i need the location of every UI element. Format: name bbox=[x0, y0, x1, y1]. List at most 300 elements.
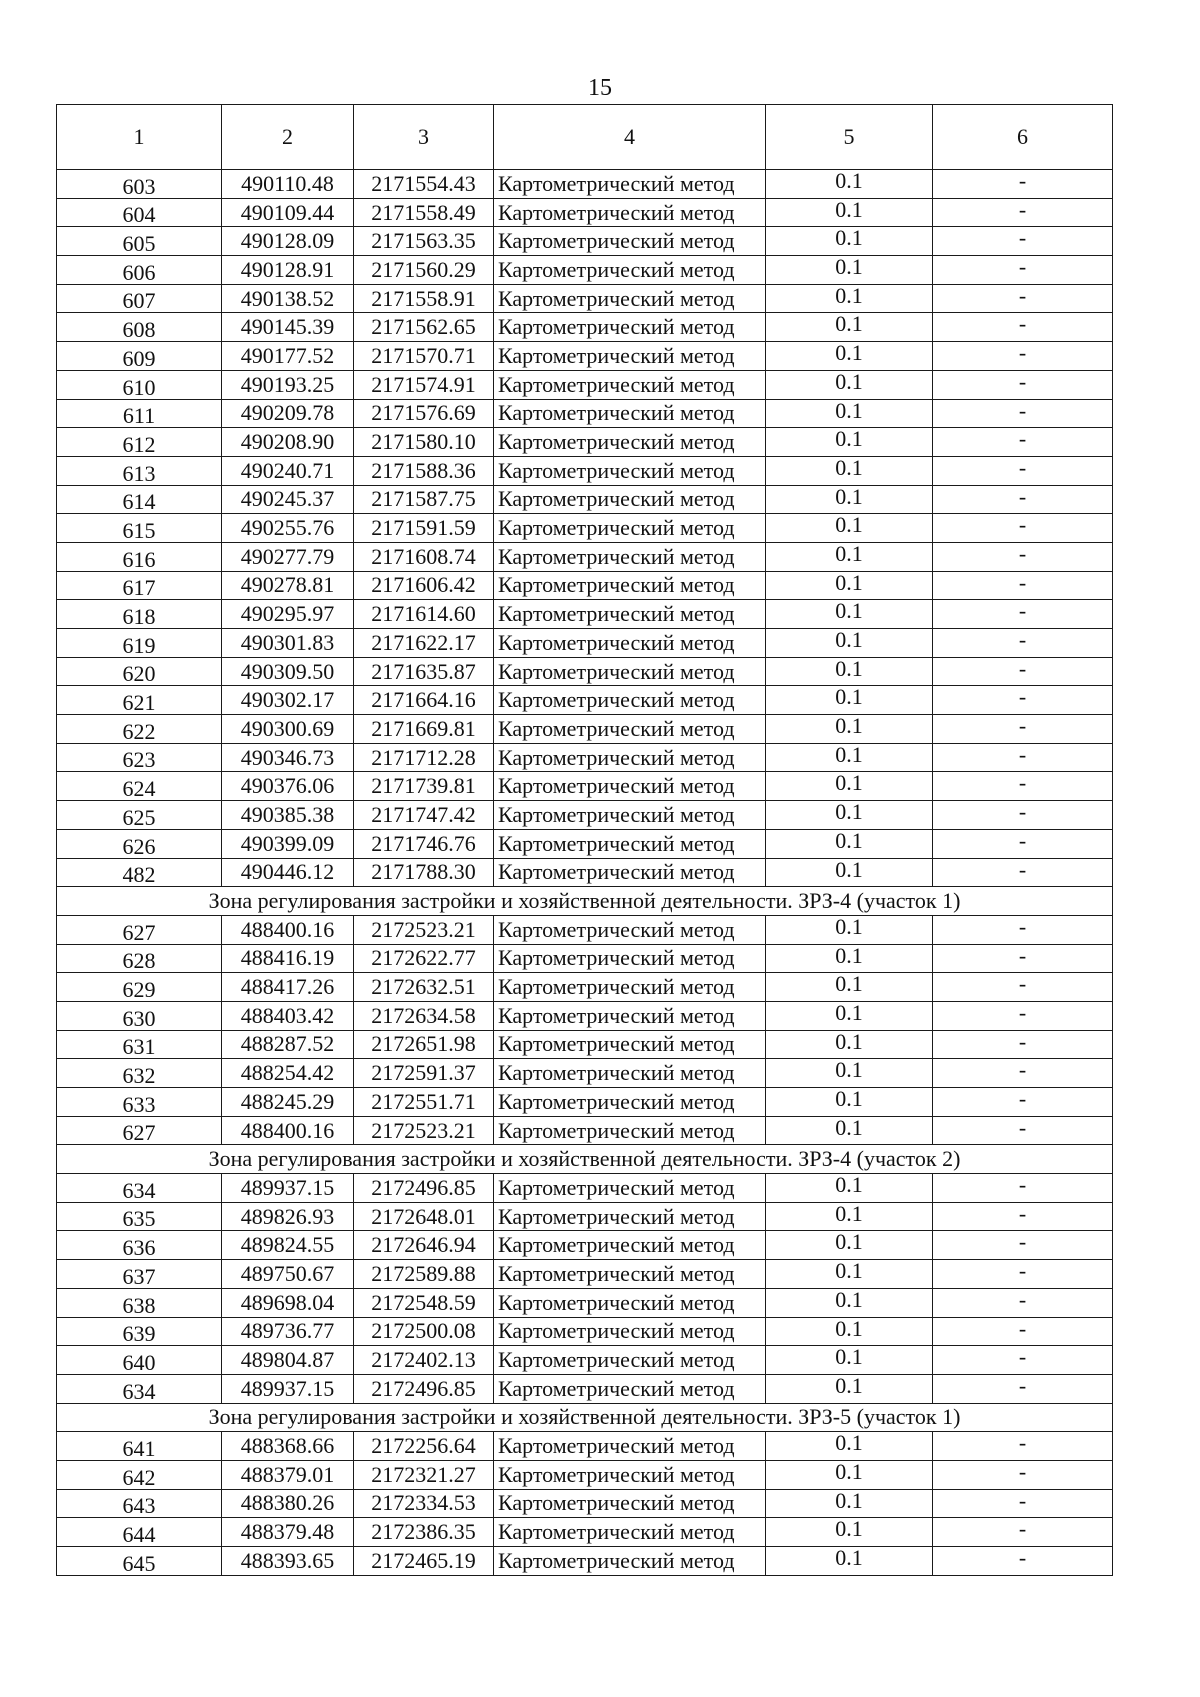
precision-cell: 0.1 bbox=[766, 1518, 933, 1547]
method-cell: Картометрический метод bbox=[494, 1460, 766, 1489]
y-coordinate-cell: 2171558.49 bbox=[354, 198, 494, 227]
precision-cell: 0.1 bbox=[766, 915, 933, 944]
point-number-cell: 609 bbox=[57, 342, 222, 371]
x-coordinate-cell: 489824.55 bbox=[222, 1231, 354, 1260]
x-coordinate-cell: 490128.91 bbox=[222, 256, 354, 285]
note-cell: - bbox=[933, 657, 1113, 686]
y-coordinate-cell: 2171562.65 bbox=[354, 313, 494, 342]
method-cell: Картометрический метод bbox=[494, 1518, 766, 1547]
method-cell: Картометрический метод bbox=[494, 1374, 766, 1403]
precision-cell: 0.1 bbox=[766, 1547, 933, 1576]
note-cell: - bbox=[933, 342, 1113, 371]
note-cell: - bbox=[933, 284, 1113, 313]
method-cell: Картометрический метод bbox=[494, 1432, 766, 1461]
table-row bbox=[57, 313, 1113, 342]
note-cell: - bbox=[933, 1288, 1113, 1317]
point-number-cell: 633 bbox=[57, 1088, 222, 1117]
table-row bbox=[57, 284, 1113, 313]
table-row bbox=[57, 686, 1113, 715]
method-cell: Картометрический метод bbox=[494, 973, 766, 1002]
point-number-cell: 631 bbox=[57, 1030, 222, 1059]
x-coordinate-cell: 490385.38 bbox=[222, 801, 354, 830]
method-cell: Картометрический метод bbox=[494, 1260, 766, 1289]
precision-cell: 0.1 bbox=[766, 772, 933, 801]
table-row bbox=[57, 973, 1113, 1002]
method-cell: Картометрический метод bbox=[494, 944, 766, 973]
point-number-cell: 612 bbox=[57, 428, 222, 457]
note-cell: - bbox=[933, 1547, 1113, 1576]
note-cell: - bbox=[933, 485, 1113, 514]
table-row bbox=[57, 170, 1113, 199]
point-number-cell: 627 bbox=[57, 1116, 222, 1145]
x-coordinate-cell: 490110.48 bbox=[222, 170, 354, 199]
precision-cell: 0.1 bbox=[766, 1231, 933, 1260]
y-coordinate-cell: 2171580.10 bbox=[354, 428, 494, 457]
zone-section-title: Зона регулирования застройки и хозяйственной деятельности. ЗРЗ-4 (участок 1) bbox=[57, 887, 1113, 916]
y-coordinate-cell: 2172500.08 bbox=[354, 1317, 494, 1346]
y-coordinate-cell: 2172465.19 bbox=[354, 1547, 494, 1576]
method-cell: Картометрический метод bbox=[494, 1317, 766, 1346]
y-coordinate-cell: 2171746.76 bbox=[354, 829, 494, 858]
x-coordinate-cell: 488400.16 bbox=[222, 915, 354, 944]
note-cell: - bbox=[933, 227, 1113, 256]
column-header: 3 bbox=[354, 105, 494, 170]
precision-cell: 0.1 bbox=[766, 858, 933, 887]
x-coordinate-cell: 490128.09 bbox=[222, 227, 354, 256]
column-header: 2 bbox=[222, 105, 354, 170]
point-number-cell: 617 bbox=[57, 571, 222, 600]
point-number-cell: 616 bbox=[57, 542, 222, 571]
table-row bbox=[57, 1260, 1113, 1289]
y-coordinate-cell: 2172523.21 bbox=[354, 915, 494, 944]
table-row bbox=[57, 514, 1113, 543]
method-cell: Картометрический метод bbox=[494, 915, 766, 944]
note-cell: - bbox=[933, 600, 1113, 629]
x-coordinate-cell: 490177.52 bbox=[222, 342, 354, 371]
zone-section-title: Зона регулирования застройки и хозяйственной деятельности. ЗРЗ-5 (участок 1) bbox=[57, 1403, 1113, 1432]
x-coordinate-cell: 489736.77 bbox=[222, 1317, 354, 1346]
point-number-cell: 636 bbox=[57, 1231, 222, 1260]
x-coordinate-cell: 490208.90 bbox=[222, 428, 354, 457]
precision-cell: 0.1 bbox=[766, 1116, 933, 1145]
point-number-cell: 625 bbox=[57, 801, 222, 830]
method-cell: Картометрический метод bbox=[494, 1489, 766, 1518]
point-number-cell: 614 bbox=[57, 485, 222, 514]
point-number-cell: 632 bbox=[57, 1059, 222, 1088]
x-coordinate-cell: 490278.81 bbox=[222, 571, 354, 600]
y-coordinate-cell: 2172523.21 bbox=[354, 1116, 494, 1145]
precision-cell: 0.1 bbox=[766, 428, 933, 457]
precision-cell: 0.1 bbox=[766, 801, 933, 830]
point-number-cell: 634 bbox=[57, 1374, 222, 1403]
y-coordinate-cell: 2172321.27 bbox=[354, 1460, 494, 1489]
method-cell: Картометрический метод bbox=[494, 743, 766, 772]
x-coordinate-cell: 490302.17 bbox=[222, 686, 354, 715]
point-number-cell: 605 bbox=[57, 227, 222, 256]
point-number-cell: 640 bbox=[57, 1346, 222, 1375]
point-number-cell: 642 bbox=[57, 1460, 222, 1489]
x-coordinate-cell: 490138.52 bbox=[222, 284, 354, 313]
y-coordinate-cell: 2171591.59 bbox=[354, 514, 494, 543]
point-number-cell: 622 bbox=[57, 715, 222, 744]
point-number-cell: 627 bbox=[57, 915, 222, 944]
x-coordinate-cell: 490277.79 bbox=[222, 542, 354, 571]
x-coordinate-cell: 488287.52 bbox=[222, 1030, 354, 1059]
y-coordinate-cell: 2171635.87 bbox=[354, 657, 494, 686]
note-cell: - bbox=[933, 542, 1113, 571]
note-cell: - bbox=[933, 772, 1113, 801]
column-header: 6 bbox=[933, 105, 1113, 170]
method-cell: Картометрический метод bbox=[494, 657, 766, 686]
x-coordinate-cell: 488245.29 bbox=[222, 1088, 354, 1117]
precision-cell: 0.1 bbox=[766, 1460, 933, 1489]
x-coordinate-cell: 488368.66 bbox=[222, 1432, 354, 1461]
precision-cell: 0.1 bbox=[766, 1288, 933, 1317]
y-coordinate-cell: 2172632.51 bbox=[354, 973, 494, 1002]
table-row bbox=[57, 227, 1113, 256]
point-number-cell: 603 bbox=[57, 170, 222, 199]
note-cell: - bbox=[933, 858, 1113, 887]
y-coordinate-cell: 2172402.13 bbox=[354, 1346, 494, 1375]
table-row bbox=[57, 456, 1113, 485]
table-row bbox=[57, 743, 1113, 772]
note-cell: - bbox=[933, 1374, 1113, 1403]
precision-cell: 0.1 bbox=[766, 1174, 933, 1203]
note-cell: - bbox=[933, 428, 1113, 457]
precision-cell: 0.1 bbox=[766, 399, 933, 428]
table-row bbox=[57, 1116, 1113, 1145]
note-cell: - bbox=[933, 256, 1113, 285]
x-coordinate-cell: 489804.87 bbox=[222, 1346, 354, 1375]
y-coordinate-cell: 2171606.42 bbox=[354, 571, 494, 600]
table-row bbox=[57, 1288, 1113, 1317]
note-cell: - bbox=[933, 944, 1113, 973]
method-cell: Картометрический метод bbox=[494, 170, 766, 199]
method-cell: Картометрический метод bbox=[494, 772, 766, 801]
precision-cell: 0.1 bbox=[766, 1374, 933, 1403]
y-coordinate-cell: 2171563.35 bbox=[354, 227, 494, 256]
zone-section-title: Зона регулирования застройки и хозяйственной деятельности. ЗРЗ-4 (участок 2) bbox=[57, 1145, 1113, 1174]
point-number-cell: 643 bbox=[57, 1489, 222, 1518]
table-header bbox=[57, 105, 1113, 170]
table-row bbox=[57, 600, 1113, 629]
point-number-cell: 626 bbox=[57, 829, 222, 858]
note-cell: - bbox=[933, 1116, 1113, 1145]
precision-cell: 0.1 bbox=[766, 600, 933, 629]
point-number-cell: 641 bbox=[57, 1432, 222, 1461]
note-cell: - bbox=[933, 1030, 1113, 1059]
y-coordinate-cell: 2172256.64 bbox=[354, 1432, 494, 1461]
y-coordinate-cell: 2171712.28 bbox=[354, 743, 494, 772]
point-number-cell: 638 bbox=[57, 1288, 222, 1317]
y-coordinate-cell: 2171588.36 bbox=[354, 456, 494, 485]
x-coordinate-cell: 490109.44 bbox=[222, 198, 354, 227]
table-row bbox=[57, 944, 1113, 973]
table-row bbox=[57, 1174, 1113, 1203]
note-cell: - bbox=[933, 1432, 1113, 1461]
y-coordinate-cell: 2172648.01 bbox=[354, 1202, 494, 1231]
table-row bbox=[57, 542, 1113, 571]
table-row bbox=[57, 1460, 1113, 1489]
x-coordinate-cell: 490209.78 bbox=[222, 399, 354, 428]
note-cell: - bbox=[933, 1346, 1113, 1375]
note-cell: - bbox=[933, 1317, 1113, 1346]
x-coordinate-cell: 489937.15 bbox=[222, 1374, 354, 1403]
note-cell: - bbox=[933, 715, 1113, 744]
column-header: 5 bbox=[766, 105, 933, 170]
precision-cell: 0.1 bbox=[766, 456, 933, 485]
point-number-cell: 624 bbox=[57, 772, 222, 801]
column-header: 4 bbox=[494, 105, 766, 170]
precision-cell: 0.1 bbox=[766, 571, 933, 600]
table-row bbox=[57, 342, 1113, 371]
x-coordinate-cell: 488417.26 bbox=[222, 973, 354, 1002]
table-row bbox=[57, 1547, 1113, 1576]
point-number-cell: 604 bbox=[57, 198, 222, 227]
y-coordinate-cell: 2172591.37 bbox=[354, 1059, 494, 1088]
method-cell: Картометрический метод bbox=[494, 227, 766, 256]
point-number-cell: 615 bbox=[57, 514, 222, 543]
precision-cell: 0.1 bbox=[766, 657, 933, 686]
table-row bbox=[57, 715, 1113, 744]
x-coordinate-cell: 489937.15 bbox=[222, 1174, 354, 1203]
method-cell: Картометрический метод bbox=[494, 1346, 766, 1375]
y-coordinate-cell: 2171576.69 bbox=[354, 399, 494, 428]
note-cell: - bbox=[933, 801, 1113, 830]
x-coordinate-cell: 490193.25 bbox=[222, 370, 354, 399]
note-cell: - bbox=[933, 399, 1113, 428]
precision-cell: 0.1 bbox=[766, 973, 933, 1002]
x-coordinate-cell: 490376.06 bbox=[222, 772, 354, 801]
header-row bbox=[57, 105, 1113, 170]
point-number-cell: 613 bbox=[57, 456, 222, 485]
precision-cell: 0.1 bbox=[766, 1432, 933, 1461]
x-coordinate-cell: 488379.48 bbox=[222, 1518, 354, 1547]
note-cell: - bbox=[933, 170, 1113, 199]
y-coordinate-cell: 2171554.43 bbox=[354, 170, 494, 199]
y-coordinate-cell: 2171622.17 bbox=[354, 629, 494, 658]
y-coordinate-cell: 2171788.30 bbox=[354, 858, 494, 887]
x-coordinate-cell: 488254.42 bbox=[222, 1059, 354, 1088]
x-coordinate-cell: 490240.71 bbox=[222, 456, 354, 485]
point-number-cell: 610 bbox=[57, 370, 222, 399]
note-cell: - bbox=[933, 1489, 1113, 1518]
y-coordinate-cell: 2172589.88 bbox=[354, 1260, 494, 1289]
method-cell: Картометрический метод bbox=[494, 284, 766, 313]
note-cell: - bbox=[933, 743, 1113, 772]
table-row bbox=[57, 256, 1113, 285]
point-number-cell: 629 bbox=[57, 973, 222, 1002]
precision-cell: 0.1 bbox=[766, 198, 933, 227]
precision-cell: 0.1 bbox=[766, 829, 933, 858]
point-number-cell: 606 bbox=[57, 256, 222, 285]
precision-cell: 0.1 bbox=[766, 1202, 933, 1231]
method-cell: Картометрический метод bbox=[494, 399, 766, 428]
precision-cell: 0.1 bbox=[766, 313, 933, 342]
method-cell: Картометрический метод bbox=[494, 571, 766, 600]
table-row bbox=[57, 1489, 1113, 1518]
table-row bbox=[57, 801, 1113, 830]
x-coordinate-cell: 488403.42 bbox=[222, 1001, 354, 1030]
precision-cell: 0.1 bbox=[766, 370, 933, 399]
method-cell: Картометрический метод bbox=[494, 256, 766, 285]
note-cell: - bbox=[933, 571, 1113, 600]
method-cell: Картометрический метод bbox=[494, 1088, 766, 1117]
precision-cell: 0.1 bbox=[766, 542, 933, 571]
table-row bbox=[57, 198, 1113, 227]
method-cell: Картометрический метод bbox=[494, 1030, 766, 1059]
y-coordinate-cell: 2172496.85 bbox=[354, 1374, 494, 1403]
y-coordinate-cell: 2171614.60 bbox=[354, 600, 494, 629]
point-number-cell: 623 bbox=[57, 743, 222, 772]
precision-cell: 0.1 bbox=[766, 170, 933, 199]
x-coordinate-cell: 488379.01 bbox=[222, 1460, 354, 1489]
table-row bbox=[57, 370, 1113, 399]
method-cell: Картометрический метод bbox=[494, 715, 766, 744]
method-cell: Картометрический метод bbox=[494, 542, 766, 571]
note-cell: - bbox=[933, 514, 1113, 543]
point-number-cell: 630 bbox=[57, 1001, 222, 1030]
precision-cell: 0.1 bbox=[766, 1030, 933, 1059]
note-cell: - bbox=[933, 456, 1113, 485]
table-row bbox=[57, 1518, 1113, 1547]
table-row bbox=[57, 1059, 1113, 1088]
method-cell: Картометрический метод bbox=[494, 686, 766, 715]
y-coordinate-cell: 2171560.29 bbox=[354, 256, 494, 285]
point-number-cell: 618 bbox=[57, 600, 222, 629]
note-cell: - bbox=[933, 973, 1113, 1002]
precision-cell: 0.1 bbox=[766, 743, 933, 772]
note-cell: - bbox=[933, 1231, 1113, 1260]
zone-section-row bbox=[57, 1403, 1113, 1432]
table-row bbox=[57, 829, 1113, 858]
column-header: 1 bbox=[57, 105, 222, 170]
note-cell: - bbox=[933, 629, 1113, 658]
x-coordinate-cell: 488380.26 bbox=[222, 1489, 354, 1518]
precision-cell: 0.1 bbox=[766, 686, 933, 715]
table-row bbox=[57, 1374, 1113, 1403]
zone-section-row bbox=[57, 887, 1113, 916]
y-coordinate-cell: 2172646.94 bbox=[354, 1231, 494, 1260]
note-cell: - bbox=[933, 1518, 1113, 1547]
method-cell: Картометрический метод bbox=[494, 1174, 766, 1203]
y-coordinate-cell: 2172334.53 bbox=[354, 1489, 494, 1518]
point-number-cell: 645 bbox=[57, 1547, 222, 1576]
method-cell: Картометрический метод bbox=[494, 858, 766, 887]
y-coordinate-cell: 2171664.16 bbox=[354, 686, 494, 715]
table-row bbox=[57, 485, 1113, 514]
x-coordinate-cell: 490255.76 bbox=[222, 514, 354, 543]
table-row bbox=[57, 571, 1113, 600]
x-coordinate-cell: 490295.97 bbox=[222, 600, 354, 629]
method-cell: Картометрический метод bbox=[494, 1231, 766, 1260]
precision-cell: 0.1 bbox=[766, 1260, 933, 1289]
x-coordinate-cell: 490446.12 bbox=[222, 858, 354, 887]
table-row bbox=[57, 1202, 1113, 1231]
method-cell: Картометрический метод bbox=[494, 456, 766, 485]
y-coordinate-cell: 2172634.58 bbox=[354, 1001, 494, 1030]
table-row bbox=[57, 1346, 1113, 1375]
table-row bbox=[57, 657, 1113, 686]
table-row bbox=[57, 858, 1113, 887]
page-number: 15 bbox=[588, 75, 612, 101]
point-number-cell: 482 bbox=[57, 858, 222, 887]
precision-cell: 0.1 bbox=[766, 1489, 933, 1518]
y-coordinate-cell: 2172551.71 bbox=[354, 1088, 494, 1117]
zone-section-row bbox=[57, 1145, 1113, 1174]
point-number-cell: 628 bbox=[57, 944, 222, 973]
point-number-cell: 619 bbox=[57, 629, 222, 658]
note-cell: - bbox=[933, 1001, 1113, 1030]
table-row bbox=[57, 1030, 1113, 1059]
point-number-cell: 634 bbox=[57, 1174, 222, 1203]
x-coordinate-cell: 490399.09 bbox=[222, 829, 354, 858]
note-cell: - bbox=[933, 1460, 1113, 1489]
y-coordinate-cell: 2171587.75 bbox=[354, 485, 494, 514]
note-cell: - bbox=[933, 370, 1113, 399]
precision-cell: 0.1 bbox=[766, 944, 933, 973]
method-cell: Картометрический метод bbox=[494, 1059, 766, 1088]
method-cell: Картометрический метод bbox=[494, 629, 766, 658]
precision-cell: 0.1 bbox=[766, 1059, 933, 1088]
table-row bbox=[57, 629, 1113, 658]
y-coordinate-cell: 2172548.59 bbox=[354, 1288, 494, 1317]
note-cell: - bbox=[933, 313, 1113, 342]
x-coordinate-cell: 490346.73 bbox=[222, 743, 354, 772]
note-cell: - bbox=[933, 198, 1113, 227]
point-number-cell: 644 bbox=[57, 1518, 222, 1547]
y-coordinate-cell: 2172622.77 bbox=[354, 944, 494, 973]
note-cell: - bbox=[933, 1174, 1113, 1203]
method-cell: Картометрический метод bbox=[494, 801, 766, 830]
table-row bbox=[57, 915, 1113, 944]
point-number-cell: 608 bbox=[57, 313, 222, 342]
note-cell: - bbox=[933, 1202, 1113, 1231]
point-number-cell: 611 bbox=[57, 399, 222, 428]
precision-cell: 0.1 bbox=[766, 1088, 933, 1117]
point-number-cell: 621 bbox=[57, 686, 222, 715]
method-cell: Картометрический метод bbox=[494, 1116, 766, 1145]
note-cell: - bbox=[933, 1059, 1113, 1088]
x-coordinate-cell: 490245.37 bbox=[222, 485, 354, 514]
method-cell: Картометрический метод bbox=[494, 1288, 766, 1317]
y-coordinate-cell: 2171669.81 bbox=[354, 715, 494, 744]
y-coordinate-cell: 2172386.35 bbox=[354, 1518, 494, 1547]
precision-cell: 0.1 bbox=[766, 485, 933, 514]
x-coordinate-cell: 488393.65 bbox=[222, 1547, 354, 1576]
note-cell: - bbox=[933, 1260, 1113, 1289]
method-cell: Картометрический метод bbox=[494, 342, 766, 371]
point-number-cell: 635 bbox=[57, 1202, 222, 1231]
method-cell: Картометрический метод bbox=[494, 1001, 766, 1030]
precision-cell: 0.1 bbox=[766, 629, 933, 658]
y-coordinate-cell: 2171608.74 bbox=[354, 542, 494, 571]
x-coordinate-cell: 489698.04 bbox=[222, 1288, 354, 1317]
table-row bbox=[57, 1001, 1113, 1030]
x-coordinate-cell: 488416.19 bbox=[222, 944, 354, 973]
table-row bbox=[57, 1088, 1113, 1117]
method-cell: Картометрический метод bbox=[494, 198, 766, 227]
method-cell: Картометрический метод bbox=[494, 1547, 766, 1576]
method-cell: Картометрический метод bbox=[494, 514, 766, 543]
x-coordinate-cell: 490301.83 bbox=[222, 629, 354, 658]
point-number-cell: 620 bbox=[57, 657, 222, 686]
method-cell: Картометрический метод bbox=[494, 829, 766, 858]
table-row bbox=[57, 1231, 1113, 1260]
table-row bbox=[57, 1432, 1113, 1461]
method-cell: Картометрический метод bbox=[494, 1202, 766, 1231]
precision-cell: 0.1 bbox=[766, 227, 933, 256]
